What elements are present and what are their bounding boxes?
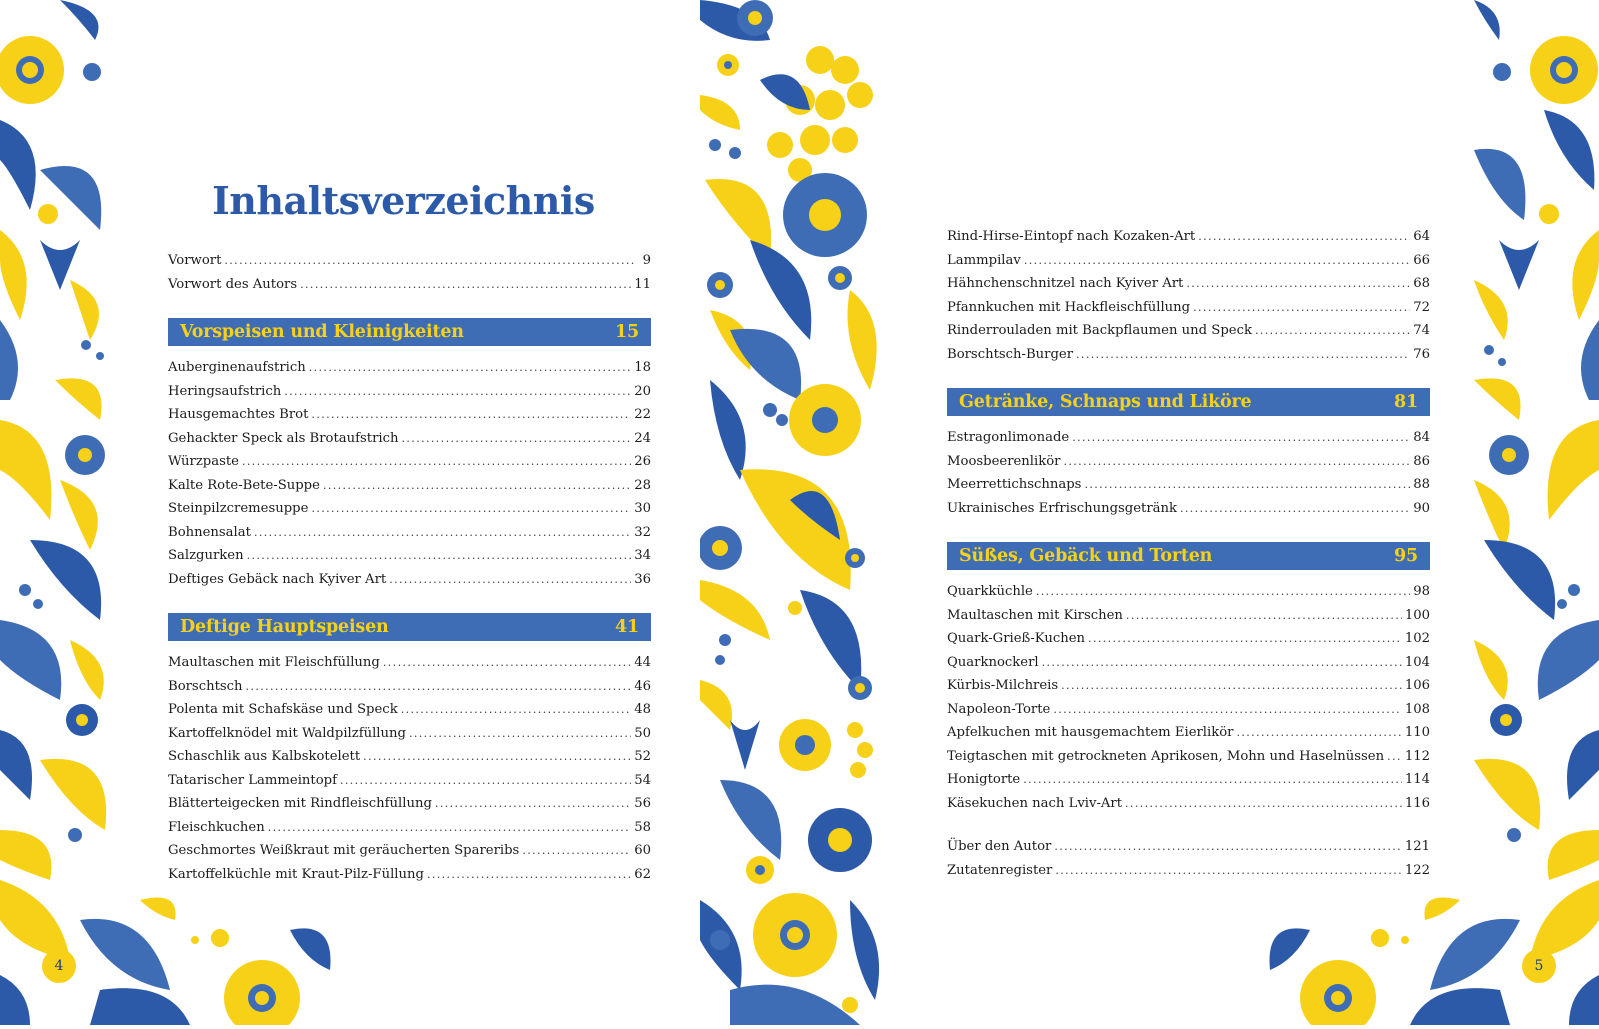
leader-dots bbox=[1063, 450, 1410, 474]
toc-entry-label: Napoleon-Torte bbox=[947, 701, 1051, 717]
toc-entry-page: 74 bbox=[1413, 323, 1430, 338]
toc-entry-page: 100 bbox=[1404, 607, 1430, 623]
page-number-right: 5 bbox=[1522, 949, 1556, 983]
toc-entry-label: Salzgurken bbox=[168, 548, 244, 563]
toc-entry[interactable] bbox=[168, 249, 651, 273]
toc-entry-label: Über den Autor bbox=[947, 839, 1052, 854]
toc-entry-page: 58 bbox=[634, 819, 651, 835]
section-spacer bbox=[947, 815, 1430, 835]
toc-entry-page: 52 bbox=[634, 749, 651, 764]
leader-dots bbox=[1042, 651, 1402, 675]
toc-right-column bbox=[947, 225, 1430, 882]
leader-dots bbox=[1236, 721, 1401, 745]
toc-entry-page: 108 bbox=[1404, 701, 1430, 717]
toc-entry-page: 110 bbox=[1404, 725, 1430, 740]
toc-entry-label: Ukrainisches Erfrischungsgetränk bbox=[947, 500, 1177, 516]
toc-entry[interactable] bbox=[168, 403, 651, 427]
toc-entry-label: Moosbeerenlikör bbox=[947, 453, 1061, 469]
toc-entry[interactable] bbox=[168, 769, 651, 793]
toc-entry[interactable] bbox=[947, 721, 1430, 745]
leader-dots bbox=[1186, 272, 1410, 296]
section-heading-page: 81 bbox=[1394, 392, 1418, 412]
toc-entry[interactable] bbox=[947, 674, 1430, 698]
leader-dots bbox=[409, 722, 631, 746]
section-heading-page: 41 bbox=[615, 617, 639, 637]
floral-ornament-right-icon bbox=[1474, 0, 1599, 1025]
toc-entry[interactable] bbox=[168, 722, 651, 746]
toc-entry-page: 84 bbox=[1413, 430, 1430, 445]
section-heading-title: Vorspeisen und Kleinigkeiten bbox=[180, 322, 464, 342]
leader-dots bbox=[1084, 473, 1410, 497]
toc-entry-label: Steinpilzcremesuppe bbox=[168, 501, 309, 516]
toc-entry-label: Maultaschen mit Kirschen bbox=[947, 607, 1123, 623]
toc-entry-page: 114 bbox=[1404, 772, 1430, 787]
toc-entry[interactable] bbox=[947, 768, 1430, 792]
toc-entry[interactable] bbox=[947, 792, 1430, 816]
leader-dots bbox=[309, 356, 631, 380]
section-heading-page: 95 bbox=[1394, 546, 1418, 566]
toc-entry[interactable] bbox=[947, 698, 1430, 722]
leader-dots bbox=[224, 249, 634, 273]
toc-entry-page: 66 bbox=[1413, 252, 1430, 268]
toc-entry-page: 56 bbox=[634, 796, 651, 811]
section-heading-page: 15 bbox=[615, 322, 639, 342]
toc-entry-page: 64 bbox=[1413, 229, 1430, 244]
toc-entry[interactable] bbox=[947, 249, 1430, 273]
toc-entry-label: Meerrettichschnaps bbox=[947, 477, 1082, 492]
toc-entry-page: 20 bbox=[634, 383, 651, 399]
toc-entry-label: Tatarischer Lammeintopf bbox=[168, 772, 337, 788]
leader-dots bbox=[311, 403, 631, 427]
toc-entry-label: Zutatenregister bbox=[947, 862, 1053, 878]
toc-entry-label: Maultaschen mit Fleischfüllung bbox=[168, 655, 380, 670]
toc-entry-label: Honigtorte bbox=[947, 772, 1021, 787]
toc-entry-label: Quarkküchle bbox=[947, 584, 1033, 599]
leader-dots bbox=[1198, 225, 1410, 249]
toc-entry-page: 76 bbox=[1413, 346, 1430, 362]
leader-dots bbox=[247, 544, 632, 568]
toc-entry[interactable] bbox=[168, 568, 651, 592]
toc-entry-label: Lammpilav bbox=[947, 252, 1021, 268]
toc-entry-label: Quark-Grieß-Kuchen bbox=[947, 631, 1086, 646]
leader-dots bbox=[254, 521, 631, 545]
toc-entry-page: 11 bbox=[634, 276, 651, 292]
toc-entry-label: Würzpaste bbox=[168, 454, 239, 469]
toc-entry[interactable] bbox=[947, 604, 1430, 628]
leader-dots bbox=[1024, 249, 1410, 273]
toc-entry[interactable] bbox=[168, 356, 651, 380]
toc-entry-label: Borschtsch bbox=[168, 678, 243, 694]
floral-ornament-left-icon bbox=[0, 0, 118, 1025]
toc-entry[interactable] bbox=[168, 427, 651, 451]
toc-entry-page: 116 bbox=[1404, 795, 1430, 811]
toc-entry-label: Kartoffelküchle mit Kraut-Pilz-Füllung bbox=[168, 866, 424, 882]
leader-dots bbox=[242, 450, 631, 474]
leader-dots bbox=[1036, 580, 1410, 604]
toc-entry-page: 44 bbox=[634, 655, 651, 670]
section-heading[interactable] bbox=[947, 388, 1430, 416]
toc-entry-label: Rinderrouladen mit Backpflaumen und Speck bbox=[947, 323, 1252, 338]
toc-entry-label: Hähnchenschnitzel nach Kyiver Art bbox=[947, 276, 1184, 291]
leader-dots bbox=[1055, 859, 1401, 883]
toc-entry-page: 22 bbox=[634, 407, 651, 422]
toc-entry-label: Blätterteigecken mit Rindfleischfüllung bbox=[168, 796, 432, 811]
toc-entry[interactable] bbox=[168, 380, 651, 404]
toc-entry-page: 86 bbox=[1413, 453, 1430, 469]
leader-dots bbox=[1125, 792, 1402, 816]
toc-entry-page: 18 bbox=[634, 360, 651, 375]
toc-entry[interactable] bbox=[947, 580, 1430, 604]
toc-entry-label: Auberginenaufstrich bbox=[168, 360, 306, 375]
leader-dots bbox=[1088, 627, 1402, 651]
toc-entry-page: 62 bbox=[634, 866, 651, 882]
leader-dots bbox=[1076, 343, 1410, 367]
toc-entry[interactable] bbox=[947, 450, 1430, 474]
toc-entry[interactable] bbox=[168, 497, 651, 521]
toc-entry[interactable] bbox=[947, 859, 1430, 883]
toc-entry[interactable] bbox=[947, 319, 1430, 343]
toc-entry[interactable] bbox=[168, 792, 651, 816]
toc-entry[interactable] bbox=[168, 839, 651, 863]
toc-entry-page: 122 bbox=[1404, 862, 1430, 878]
toc-entry-page: 60 bbox=[634, 843, 651, 858]
toc-entry-page: 54 bbox=[634, 772, 651, 788]
toc-entry-label: Pfannkuchen mit Hackfleischfüllung bbox=[947, 299, 1191, 315]
toc-entry-page: 32 bbox=[634, 524, 651, 540]
toc-entry-page: 102 bbox=[1404, 631, 1430, 646]
toc-entry[interactable] bbox=[168, 521, 651, 545]
toc-entry[interactable] bbox=[947, 497, 1430, 521]
leader-dots bbox=[402, 427, 632, 451]
section-heading[interactable] bbox=[168, 318, 651, 346]
toc-entry[interactable] bbox=[168, 273, 651, 297]
leader-dots bbox=[284, 380, 631, 404]
toc-entry-page: 28 bbox=[634, 477, 651, 493]
leader-dots bbox=[1061, 674, 1402, 698]
leader-dots bbox=[1053, 698, 1401, 722]
leader-dots bbox=[435, 792, 631, 816]
leader-dots bbox=[383, 651, 631, 675]
toc-entry-page: 104 bbox=[1404, 654, 1430, 670]
toc-entry-label: Estragonlimonade bbox=[947, 430, 1070, 445]
toc-entry[interactable] bbox=[947, 296, 1430, 320]
leader-dots bbox=[311, 497, 631, 521]
toc-entry-label: Vorwort des Autors bbox=[168, 276, 298, 292]
toc-entry-label: Vorwort bbox=[168, 253, 222, 268]
toc-entry-page: 112 bbox=[1404, 748, 1430, 764]
toc-entry-page: 50 bbox=[634, 725, 651, 741]
toc-entry[interactable] bbox=[168, 816, 651, 840]
toc-entry-label: Bohnensalat bbox=[168, 524, 251, 540]
toc-entry-label: Hausgemachtes Brot bbox=[168, 407, 309, 422]
section-heading[interactable] bbox=[168, 613, 651, 641]
toc-entry-page: 36 bbox=[634, 571, 651, 587]
page-number-left: 4 bbox=[42, 949, 76, 983]
toc-entry[interactable] bbox=[168, 745, 651, 769]
leader-dots bbox=[427, 863, 631, 887]
toc-entry-page: 72 bbox=[1413, 299, 1430, 315]
leader-dots bbox=[300, 273, 631, 297]
section-heading-title: Deftige Hauptspeisen bbox=[180, 617, 389, 637]
leader-dots bbox=[1255, 319, 1410, 343]
leader-dots bbox=[522, 839, 631, 863]
leader-dots bbox=[1387, 745, 1402, 769]
toc-entry-label: Deftiges Gebäck nach Kyiver Art bbox=[168, 571, 387, 587]
toc-entry-page: 34 bbox=[634, 548, 651, 563]
toc-entry-label: Gehackter Speck als Brotaufstrich bbox=[168, 430, 399, 446]
leader-dots bbox=[363, 745, 631, 769]
toc-entry-page: 98 bbox=[1413, 584, 1430, 599]
toc-entry[interactable] bbox=[947, 745, 1430, 769]
toc-entry[interactable] bbox=[947, 627, 1430, 651]
toc-entry-page: 88 bbox=[1413, 477, 1430, 492]
toc-entry-label: Quarknockerl bbox=[947, 654, 1039, 670]
toc-left-column bbox=[168, 249, 651, 886]
toc-entry-label: Kartoffelknödel mit Waldpilzfüllung bbox=[168, 725, 406, 741]
section-heading-title: Getränke, Schnaps und Liköre bbox=[959, 392, 1252, 412]
leader-dots bbox=[323, 474, 631, 498]
toc-entry-label: Schaschlik aus Kalbskotelett bbox=[168, 749, 361, 764]
toc-entry[interactable] bbox=[168, 474, 651, 498]
toc-entry[interactable] bbox=[168, 651, 651, 675]
toc-entry[interactable] bbox=[947, 473, 1430, 497]
toc-entry-label: Heringsaufstrich bbox=[168, 383, 282, 399]
leader-dots bbox=[401, 698, 632, 722]
toc-entry-label: Polenta mit Schafskäse und Speck bbox=[168, 702, 398, 717]
toc-entry[interactable] bbox=[168, 544, 651, 568]
toc-entry-page: 26 bbox=[634, 454, 651, 469]
toc-entry-label: Rind-Hirse-Eintopf nach Kozaken-Art bbox=[947, 229, 1196, 244]
leader-dots bbox=[1180, 497, 1410, 521]
floral-ornament-center-icon bbox=[700, 0, 890, 1025]
toc-entry[interactable] bbox=[947, 835, 1430, 859]
toc-entry-page: 48 bbox=[634, 702, 651, 717]
toc-entry-label: Kalte Rote-Bete-Suppe bbox=[168, 477, 320, 493]
toc-entry-page: 9 bbox=[642, 253, 651, 268]
toc-entry[interactable] bbox=[168, 450, 651, 474]
leader-dots bbox=[268, 816, 632, 840]
toc-entry[interactable] bbox=[168, 698, 651, 722]
leader-dots bbox=[389, 568, 631, 592]
toc-entry-label: Apfelkuchen mit hausgemachtem Eierlikör bbox=[947, 725, 1234, 740]
leader-dots bbox=[1126, 604, 1402, 628]
toc-entry-page: 68 bbox=[1413, 276, 1430, 291]
toc-entry-label: Fleischkuchen bbox=[168, 819, 265, 835]
toc-entry[interactable] bbox=[947, 426, 1430, 450]
leader-dots bbox=[1072, 426, 1410, 450]
section-heading[interactable] bbox=[947, 542, 1430, 570]
leader-dots bbox=[246, 675, 632, 699]
toc-entry[interactable] bbox=[947, 651, 1430, 675]
toc-entry[interactable] bbox=[947, 343, 1430, 367]
page-title: Inhaltsverzeichnis bbox=[212, 178, 595, 223]
toc-entry-label: Geschmortes Weißkraut mit geräucherten Spareribs bbox=[168, 843, 520, 858]
toc-entry-label: Kürbis-Milchreis bbox=[947, 678, 1059, 693]
toc-entry-label: Käsekuchen nach Lviv-Art bbox=[947, 795, 1123, 811]
toc-entry-page: 30 bbox=[634, 501, 651, 516]
toc-entry-page: 121 bbox=[1404, 839, 1430, 854]
toc-entry-label: Borschtsch-Burger bbox=[947, 346, 1074, 362]
toc-entry-page: 46 bbox=[634, 678, 651, 694]
toc-entry[interactable] bbox=[947, 225, 1430, 249]
toc-entry[interactable] bbox=[168, 675, 651, 699]
toc-entry-page: 90 bbox=[1413, 500, 1430, 516]
toc-entry-page: 106 bbox=[1404, 678, 1430, 693]
leader-dots bbox=[1054, 835, 1401, 859]
toc-entry[interactable] bbox=[947, 272, 1430, 296]
leader-dots bbox=[1193, 296, 1410, 320]
toc-entry-label: Teigtaschen mit getrockneten Aprikosen, Mohn und Haselnüssen bbox=[947, 748, 1385, 764]
toc-entry[interactable] bbox=[168, 863, 651, 887]
section-heading-title: Süßes, Gebäck und Torten bbox=[959, 546, 1213, 566]
leader-dots bbox=[1023, 768, 1402, 792]
leader-dots bbox=[340, 769, 631, 793]
toc-entry-page: 24 bbox=[634, 430, 651, 446]
